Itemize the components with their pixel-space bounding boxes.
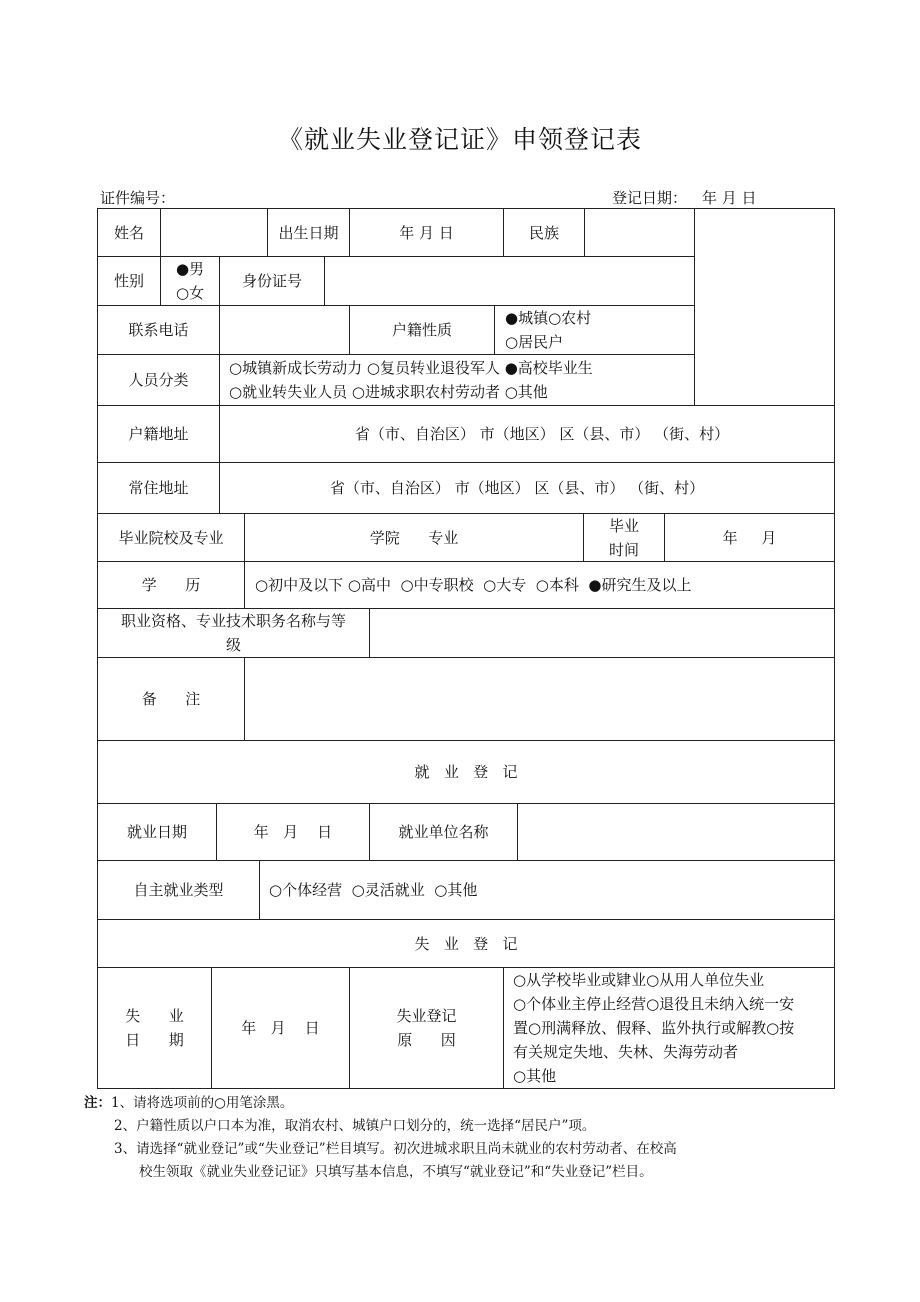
category-options[interactable]: [219, 354, 695, 406]
unemp-reason-line-3[interactable]: 置○刑满释放、假释、监外执行或解教○按: [513, 1019, 795, 1037]
school-label: 毕业院校及专业: [97, 513, 245, 562]
gender-option-male[interactable]: ●男: [175, 260, 205, 278]
remark-label: [97, 657, 245, 741]
note-4: 校生领取《就业失业登记证》只填写基本信息，不填写“就业登记”和“失业登记”栏目。: [139, 1164, 653, 1180]
id-field[interactable]: [324, 256, 695, 306]
self-type-options[interactable]: [259, 860, 835, 920]
hukou-addr-value: 省（市、自治区） 市（地区） 区（县、市） （街、村）: [354, 425, 730, 443]
unemp-reason-line-4[interactable]: 有关规定失地、失林、失海劳动者: [513, 1043, 739, 1061]
grad-time-label: [583, 513, 665, 562]
category-line-1[interactable]: ○城镇新成长劳动力 ○复员转业退役军人 ●高校毕业生: [229, 359, 593, 377]
qual-label-2: 级: [225, 636, 241, 654]
reg-date-label: 登记日期：: [612, 189, 688, 207]
self-type-label: 自主就业类型: [97, 860, 260, 920]
huji-label: 户籍性质: [349, 305, 495, 355]
school-value: 学院 专业: [369, 528, 459, 547]
photo-box: [694, 208, 835, 406]
note-1: [84, 1092, 677, 1115]
live-addr-label: 常住地址: [97, 462, 220, 514]
unemp-reason-line-5[interactable]: ○其他: [513, 1067, 557, 1085]
birth-label: 出生日期: [267, 208, 350, 257]
hukou-addr-label: 户籍地址: [97, 405, 220, 463]
unemployment-section-title-text: 失 业 登 记: [414, 934, 518, 953]
employment-section-title: [97, 740, 835, 804]
gender-option-female[interactable]: ○女: [175, 284, 205, 302]
unemp-reason-options[interactable]: [503, 967, 835, 1089]
hukou-addr-field[interactable]: [219, 405, 835, 463]
unemp-reason-label: [349, 967, 504, 1089]
unemp-date-label-1: 失 业: [125, 1007, 184, 1025]
school-field[interactable]: [244, 513, 584, 562]
name-field[interactable]: [160, 208, 268, 257]
reg-date-value: 年 月 日: [702, 189, 757, 207]
qual-label: [97, 608, 370, 658]
emp-date-label: 就业日期: [97, 803, 217, 861]
ethnic-label: 民族: [503, 208, 585, 257]
phone-label: 联系电话: [97, 305, 220, 355]
emp-date-field[interactable]: [216, 803, 370, 861]
remark-field[interactable]: [244, 657, 835, 741]
employment-section-title-text: 就 业 登 记: [414, 763, 518, 781]
unemp-date-label-2: 日 期: [125, 1031, 184, 1049]
gender-options[interactable]: [160, 256, 220, 306]
page-title: 《就业失业登记证》申领登记表: [277, 125, 642, 154]
cert-no-label: 证件编号：: [100, 189, 176, 207]
gender-label: 性别: [97, 256, 161, 306]
qual-label-1: 职业资格、专业技术职务名称与等: [120, 612, 346, 630]
note-3: 3、请选择“就业登记”或“失业登记”栏目填写。初次进城求职且尚未就业的农村劳动者、在校高: [114, 1141, 677, 1157]
category-label: 人员分类: [97, 354, 220, 406]
grad-time-field[interactable]: [664, 513, 835, 562]
phone-field[interactable]: [219, 305, 350, 355]
live-addr-field[interactable]: [219, 462, 835, 514]
note-1-text: 1、请将选项前的○用笔涂黑。: [111, 1095, 294, 1111]
self-type-options-text[interactable]: ○个体经营 ○灵活就业 ○其他: [269, 881, 478, 899]
emp-unit-field[interactable]: [517, 803, 835, 861]
unemp-date-label: [97, 967, 212, 1089]
unemp-reason-label-2: 原 因: [397, 1031, 456, 1049]
grad-time-label-1: 毕业: [608, 516, 639, 535]
category-line-2[interactable]: ○就业转失业人员 ○进城求职农村劳动者 ○其他: [229, 383, 548, 401]
grad-time-label-2: 时间: [608, 540, 639, 559]
ethnic-field[interactable]: [584, 208, 695, 257]
edu-options[interactable]: [244, 561, 835, 609]
emp-unit-label: 就业单位名称: [369, 803, 518, 861]
birth-field[interactable]: 年 月 日: [349, 208, 504, 257]
remark-label-text: 备 注: [141, 690, 201, 708]
unemp-date-field[interactable]: [211, 967, 350, 1089]
unemp-date-value: 年 月 日: [241, 1019, 320, 1037]
grad-time-value: 年 月: [722, 528, 777, 547]
qual-field[interactable]: [369, 608, 835, 658]
huji-option-line2[interactable]: ○居民户: [505, 333, 564, 351]
emp-date-value: 年 月 日: [253, 823, 333, 841]
unemp-reason-line-1[interactable]: ○从学校毕业或肄业○从用人单位失业: [513, 971, 765, 989]
unemployment-section-title: [97, 919, 835, 968]
huji-options[interactable]: [494, 305, 695, 355]
edu-options-text[interactable]: ○初中及以下 ○高中 ○中专职校 ○大专 ○本科 ●研究生及以上: [255, 576, 692, 594]
unemp-reason-label-1: 失业登记: [396, 1007, 457, 1025]
huji-option-line1[interactable]: ●城镇○农村: [505, 309, 592, 327]
note-2: 2、户籍性质以户口本为准，取消农村、城镇户口划分的，统一选择“居民户”项。: [114, 1118, 596, 1134]
id-label: 身份证号: [219, 256, 325, 306]
notes: [84, 1092, 677, 1184]
unemp-reason-line-2[interactable]: ○个体业主停止经营○退役且未纳入统一安: [513, 995, 795, 1013]
live-addr-value: 省（市、自治区） 市（地区） 区（县、市） （街、村）: [329, 479, 705, 497]
edu-label-text: 学 历: [141, 576, 201, 594]
notes-prefix: 注：: [84, 1095, 111, 1111]
edu-label: [97, 561, 245, 609]
name-label: 姓名: [97, 208, 161, 257]
